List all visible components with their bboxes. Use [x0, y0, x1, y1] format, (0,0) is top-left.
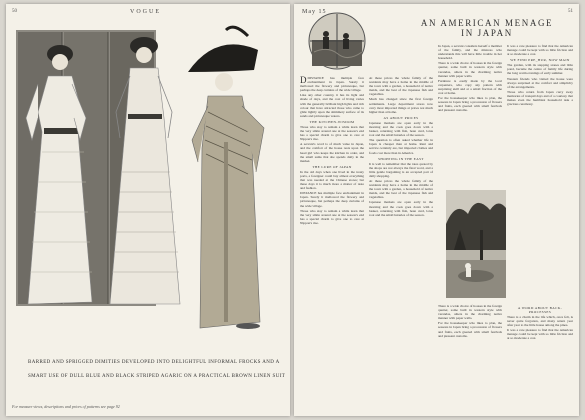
left-folio: 50 — [12, 9, 17, 14]
round-photo — [308, 12, 366, 70]
col1-heading: THE KITCHEN-WISDOM — [309, 119, 355, 124]
col4-para-4: Those who return from Japan carry away memories of tranquil days and of a courtesy that makes even the humblest household task a gracious ceremony. — [507, 89, 573, 107]
left-running-head: VOGUE — [130, 9, 161, 15]
col4-para-3: Western friends who visited the house were always surprised at the comfort and simplicity of the arrangements. — [507, 76, 573, 89]
col3-para-2: There is a wide choice of houses in the foreign quarter, some built in western style with verandas, others in the charming native manner with paper walls. — [438, 61, 502, 78]
col4-para-1: It was a rare pleasure to find that the American menage could be kept with so little friction and at so moderate a cost. — [507, 44, 573, 57]
right-magazine-page — [294, 4, 579, 416]
article-title-line-2: IN JAPAN — [461, 28, 513, 38]
col4-heading-2: A WORD ABOUT BACK-PROCESSES — [517, 306, 563, 314]
col1-para-6: DISTANCE has multiple face enchantment in Japan. Surely it mellowed the flowery and picturesque, but perhaps the deep curtains of the wide village. — [300, 191, 364, 208]
col3-para-4: For the housekeeper who likes to plan, the seasons in Japan bring a procession of flowers and fruits, each greeted with small festivals and pleasant customs. — [438, 96, 502, 113]
text-column-4-lower — [507, 304, 573, 342]
text-column-2 — [369, 76, 433, 218]
right-folio: 51 — [568, 9, 573, 14]
text-column-4 — [507, 44, 573, 107]
col3-para-1: In Japan, a servant considers herself a member of the family, and the mistress who understands this will have little trouble in her household. — [438, 44, 502, 61]
col4-para-2: The garden, with its stepping stones and little pond, became the centre of family life during the long warm evenings of early summer. — [507, 63, 573, 76]
garden-photo — [446, 190, 506, 298]
col1-para-4: A servant's word is of much value in Japan, and the comfort of the house rests upon the head girl who keeps the kitchen in order, and the small sums that she spends daily in the market. — [300, 142, 364, 163]
col2-para-1: At these prices the whole family of the residents may have a home in the middle of the town with a garden, a household of native maids, and the best of the Japanese fish and vegetables. — [369, 76, 433, 97]
text-column-3 — [438, 44, 502, 114]
col1-para-2: Like any other country, it has its light and shade of days, and the cost of living varies with the generally brilliant high lights and rich colour that have attracted those who came to glide lightly upon the shimmery surface of its sands and picturesque waters. — [300, 93, 364, 118]
col2-para-3: Japanese markets are open early in the morning and the cook goes down with a basket, returning with fish, bean curd, lotus root and the small luxuries of the season. — [369, 120, 433, 138]
caption-line-2: SMART USE OF DULL BLUE AND BLACK STRIPED AGARIC ON A PRACTICAL BROWN LINEN SUIT — [28, 374, 286, 379]
col2-para-6: At these prices the whole family of the residents may have a home in the middle of the town with a garden, a household of native maids, and the best of the Japanese fish and vegetables. — [369, 178, 433, 200]
col2-para-7: Japanese markets are open early in the morning and the cook goes down with a basket, returning with fish, bean curd, lotus root and the small luxuries of the season. — [369, 200, 433, 217]
col1-para-1: DDISTANCE has multiple face enchantment in Japan. Surely it mellowed the flowery and picturesque, but perhaps the deep curtains of the wide village. — [300, 75, 364, 93]
col2-heading: AS ABOUT PRICES — [383, 115, 419, 120]
col1-para-5: In the old days when one lived in the treaty ports, a foreigner could buy almost everything that was needed at the Chinese stores; but these days it is much more a matter of taste and fashion. — [300, 169, 364, 191]
col3-para-6: For the housekeeper who likes to plan, the seasons in Japan bring a procession of flowers and fruits, each greeted with small festivals and pleasant customs. — [438, 321, 502, 338]
pattern-footnote: For measure views, descriptions and prices of patterns see page 92 — [12, 404, 120, 409]
col3-para-5: There is a wide choice of houses in the foreign quarter, some built in western style with verandas, others in the charming native manner with paper walls. — [438, 304, 502, 321]
col4-para-5: There is a charm in the life which, once felt, is never quite forgotten, and many return year after year to the little house among the pines. — [507, 315, 573, 328]
text-column-3-lower — [438, 304, 502, 339]
caption-line-1: BARRED AND SPRIGGED DIMITIES DEVELOPED INTO DELIGHTFUL INFORMAL FROCKS AND A — [28, 360, 280, 365]
col4-para-6: It was a rare pleasure to find that the American menage could be kept with so little friction and at so moderate a cost. — [507, 328, 573, 341]
right-running-head: May 15 — [302, 9, 327, 15]
col2-para-5: It is well to remember that the rates quoted by the shops are not always the final word, and a little gentle bargaining is an accepted part of daily shopping. — [369, 161, 433, 178]
text-column-1 — [300, 76, 364, 226]
col1-para-3: Those who stay to remain a while learn that the very smile around one at the season's end has a special charm to give one to care at Nippon's rise. — [300, 124, 364, 142]
col2-para-4: The question is often asked whether life in Japan is cheaper than at home. Rent and service certainly are, but imported clothes and foods cost more than in America. — [369, 138, 433, 155]
col1-para-7: Those who stay to remain a while learn that the very smile around one at the season's end has a special charm to give one to care at Nippon's rise. — [300, 208, 364, 225]
col1-heading-2: THE LURE OF JAPAN — [312, 164, 352, 169]
fashion-illustration — [12, 22, 284, 342]
col3-para-3: Furniture is easily made by the local carpenters, who copy any pattern with surprising skill and at a small fraction of the cost at home. — [438, 78, 502, 96]
col2-heading-2: SHOPPING IN THE EAST — [378, 156, 424, 161]
col2-para-2: Much has changed since the first foreign settlements. Large department stores now carry most imported things at prices not much higher than at home. — [369, 97, 433, 114]
left-magazine-page — [6, 4, 290, 416]
col4-heading: WE FIND PRE_HUR, NOW MAIN — [510, 58, 570, 63]
article-title-line-1: AN AMERICAN MENAGE — [420, 18, 554, 28]
